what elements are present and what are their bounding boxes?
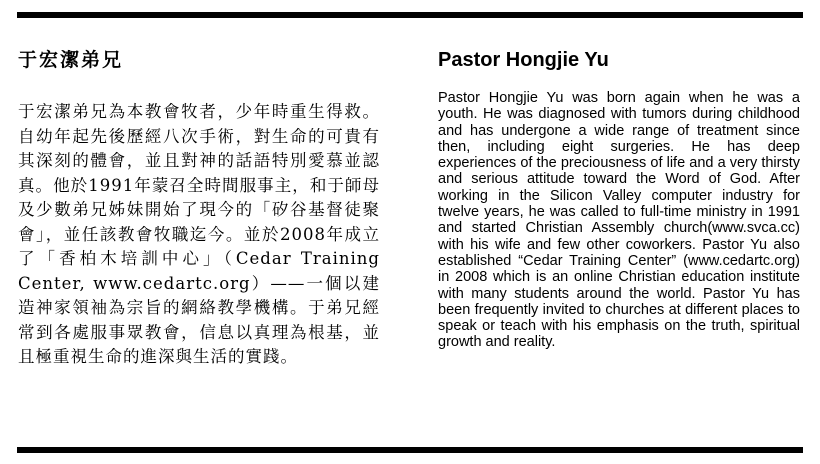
bottom-divider: [17, 447, 803, 453]
english-bio-title: Pastor Hongjie Yu: [438, 49, 609, 71]
chinese-bio-column: [18, 46, 380, 370]
top-divider: [17, 12, 803, 18]
english-bio-text: Pastor Hongjie Yu was born again when he was a youth. He was diagnosed with tumors during childhood and has undergone a wide range of treatment since then, including eight surgeries. He has deep experiences of the preciousness of life and a very thirsty and serious attitude toward the Word of God. After working in the Silicon Valley computer industry for twelve years, he was called to full-time ministry in 1991 and started Christian Assembly church(www.svca.cc) with his wife and few other coworkers. Pastor Yu also established “Cedar Training Center” (www.cedartc.org) in 2008 which is an online Christian education institute with many students around the world. Pastor Yu has been frequently invited to churches at different places to speak or teach with his emphasis on the truth, spiritual growth and reality.: [438, 90, 800, 351]
chinese-bio-text: 于宏潔弟兄為本教會牧者，少年時重生得救。自幼年起先後歷經八次手術，對生命的可貴有其深刻的體會，並且對神的話語特別愛慕並認真。他於1991年蒙召全時間服事主，和于師母及少數弟兄姊妹開始了現今的「矽谷基督徒聚會」，並任該教會牧職迄今。並於2008年成立了「香柏木培訓中心」（Cedar Training Center, www.cedartc.org）——一個以建造神家領袖為宗旨的網絡教學機構。于弟兄經常到各處服事眾教會，信息以真理為根基，並且極重視生命的進深與生活的實踐。: [18, 102, 380, 366]
chinese-bio-title: 于宏潔弟兄: [18, 49, 124, 71]
english-bio-column: [438, 46, 800, 351]
